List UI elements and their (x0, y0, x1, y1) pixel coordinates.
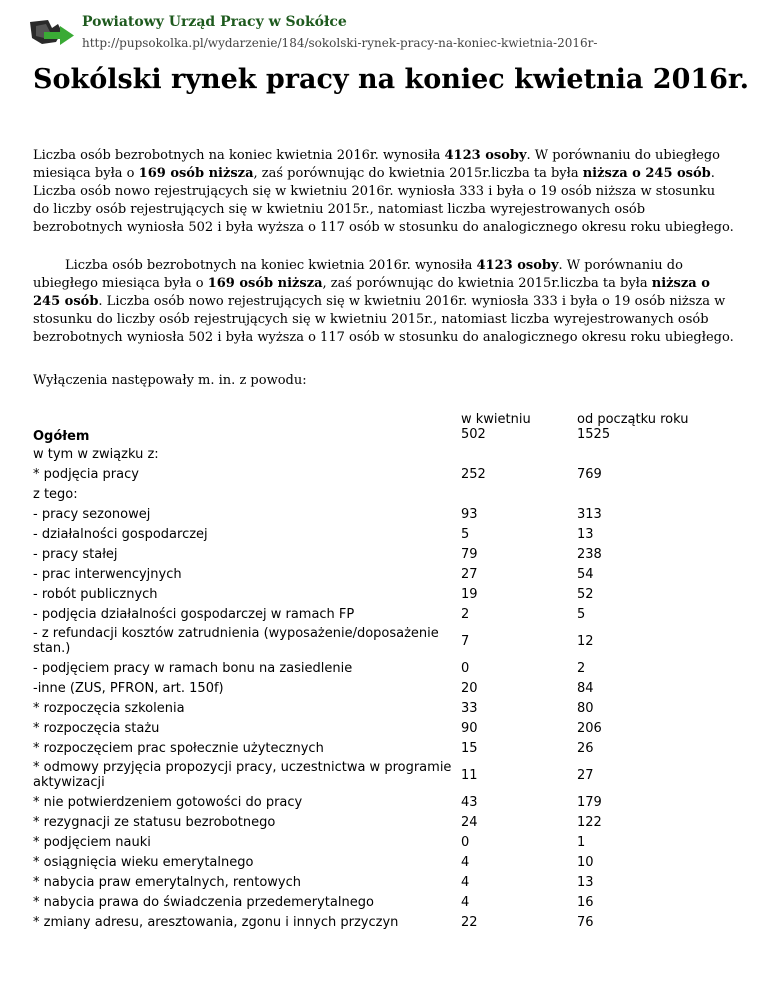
row-label: -inne (ZUS, PFRON, art. 150f) (33, 680, 224, 696)
row-label: - podjęcia działalności gospodarczej w ramach FP (33, 606, 355, 622)
row-value-ytd: 52 (577, 586, 594, 602)
table-row (33, 698, 737, 718)
row-value-april: 15 (461, 740, 478, 756)
table-row (33, 584, 737, 604)
row-value-april: 4 (461, 854, 470, 870)
table-row (33, 564, 737, 584)
page-url[interactable]: http://pupsokolka.pl/wydarzenie/184/sokolski-rynek-pracy-na-koniec-kwietnia-2016r- (82, 36, 598, 50)
row-value-april (461, 444, 577, 464)
row-label: * nabycia praw emerytalnych, rentowych (33, 874, 301, 890)
row-value-ytd: 10 (577, 854, 594, 870)
table-row (33, 792, 737, 812)
row-value-april: 0 (461, 660, 470, 676)
table-row (33, 464, 737, 484)
row-label: - robót publicznych (33, 586, 158, 602)
row-value-ytd: 13 (577, 526, 594, 542)
table-row (33, 718, 737, 738)
row-value-april: 11 (461, 767, 478, 783)
row-value-ytd: 206 (577, 720, 602, 736)
row-value-april: 24 (461, 814, 478, 830)
site-header (28, 14, 748, 54)
row-value-april: 19 (461, 586, 478, 602)
table-row (33, 912, 737, 932)
row-value-ytd: 16 (577, 894, 594, 910)
row-value-april: 22 (461, 914, 478, 930)
row-value-ytd: 122 (577, 814, 602, 830)
row-label: - z refundacji kosztów zatrudnienia (wyposażenie/doposażenie stan.) (33, 626, 439, 656)
row-value-april (461, 484, 577, 504)
row-value-april: 4 (461, 894, 470, 910)
row-value-april: 5 (461, 526, 470, 542)
row-value-april: 0 (461, 834, 470, 850)
row-label: - podjęciem pracy w ramach bonu na zasiedlenie (33, 660, 353, 676)
table-row (33, 872, 737, 892)
row-value-ytd: 54 (577, 566, 594, 582)
row-label: * nabycia prawa do świadczenia przedemerytalnego (33, 894, 374, 910)
table-row (33, 812, 737, 832)
row-value-april: 252 (461, 466, 486, 482)
row-value-april: 33 (461, 700, 478, 716)
table-row (33, 444, 737, 464)
row-value-april: 43 (461, 794, 478, 810)
row-value-april: 2 (461, 606, 470, 622)
row-label: * podjęciem nauki (33, 834, 151, 850)
deregistration-table (33, 404, 737, 932)
row-value-ytd: 1 (577, 834, 586, 850)
row-label: - pracy sezonowej (33, 506, 151, 522)
row-value-ytd: 80 (577, 700, 594, 716)
site-name[interactable]: Powiatowy Urząd Pracy w Sokółce (82, 14, 347, 30)
row-value-ytd: 179 (577, 794, 602, 810)
row-value-april: 4 (461, 874, 470, 890)
row-value-april: 79 (461, 546, 478, 562)
row-value-april: 20 (461, 680, 478, 696)
row-value-april: 7 (461, 633, 470, 649)
pup-logo-icon (28, 16, 76, 50)
reasons-heading: Wyłączenia następowały m. in. z powodu: (33, 373, 307, 388)
column-header-ytd: od początku roku 1525 (577, 412, 689, 442)
row-label: * rozpoczęciem prac społecznie użytecznych (33, 740, 324, 756)
row-label: * nie potwierdzeniem gotowości do pracy (33, 794, 303, 810)
table-row (33, 604, 737, 624)
row-value-ytd: 5 (577, 606, 586, 622)
table-row (33, 892, 737, 912)
table-row (33, 504, 737, 524)
table-row (33, 738, 737, 758)
row-value-ytd: 26 (577, 740, 594, 756)
row-value-ytd: 238 (577, 546, 602, 562)
row-value-ytd: 27 (577, 767, 594, 783)
row-label: - działalności gospodarczej (33, 526, 208, 542)
summary-paragraph-indented: Liczba osób bezrobotnych na koniec kwietnia 2016r. wynosiła 4123 osoby. W porównaniu do ubiegłego miesiąca była o 169 osób niższa, zaś porównując do kwietnia 2015r.liczba ta była niższa o 245 osób. Liczba osób nowo rejestrujących się w kwietniu 2016r. wyniosła 333 i była o 19 osób niższa w stosunku do liczby osób rejestrujących się w kwietniu 2015r., natomiast liczba wyrejestrowanych osób bezrobotnych wyniosła 502 i była wyższa o 117 osób w stosunku do analogicznego okresu roku ubiegłego. (33, 258, 734, 345)
row-value-ytd: 769 (577, 466, 602, 482)
row-label: z tego: (33, 486, 78, 502)
table-row (33, 484, 737, 504)
page-title: Sokólski rynek pracy na koniec kwietnia 2016r. (33, 64, 750, 95)
table-header-row (33, 404, 737, 444)
row-value-ytd: 13 (577, 874, 594, 890)
row-value-april: 90 (461, 720, 478, 736)
table-row (33, 678, 737, 698)
row-label: w tym w związku z: (33, 446, 159, 462)
table-row (33, 832, 737, 852)
row-label: * rozpoczęcia szkolenia (33, 700, 185, 716)
table-row (33, 758, 737, 792)
row-label: * zmiany adresu, aresztowania, zgonu i innych przyczyn (33, 914, 399, 930)
total-label: Ogółem (33, 429, 90, 444)
row-value-ytd: 313 (577, 506, 602, 522)
row-value-april: 27 (461, 566, 478, 582)
row-label: - prac interwencyjnych (33, 566, 182, 582)
table-row (33, 852, 737, 872)
row-value-ytd: 12 (577, 633, 594, 649)
row-label: * odmowy przyjęcia propozycji pracy, uczestnictwa w programie aktywizacji (33, 760, 452, 790)
row-value-ytd: 2 (577, 660, 586, 676)
table-row (33, 524, 737, 544)
row-label: * rezygnacji ze statusu bezrobotnego (33, 814, 276, 830)
row-label: * podjęcia pracy (33, 466, 139, 482)
row-value-april: 93 (461, 506, 478, 522)
table-row (33, 658, 737, 678)
row-value-ytd: 84 (577, 680, 594, 696)
row-value-ytd (577, 444, 737, 464)
table-row (33, 544, 737, 564)
row-label: - pracy stałej (33, 546, 118, 562)
summary-paragraph: Liczba osób bezrobotnych na koniec kwietnia 2016r. wynosiła 4123 osoby. W porównaniu do ubiegłego miesiąca była o 169 osób niższa, zaś porównując do kwietnia 2015r.liczba ta była niższa o 245 osób. Liczba osób nowo rejestrujących się w kwietniu 2016r. wyniosła 333 i była o 19 osób niższa w stosunku do liczby osób rejestrujących się w kwietniu 2015r., natomiast liczba wyrejestrowanych osób bezrobotnych wyniosła 502 i była wyższa o 117 osób w stosunku do analogicznego okresu roku ubiegłego. (33, 148, 734, 235)
row-value-ytd (577, 484, 737, 504)
row-value-ytd: 76 (577, 914, 594, 930)
column-header-april: w kwietniu 502 (461, 412, 531, 442)
row-label: * rozpoczęcia stażu (33, 720, 160, 736)
row-label: * osiągnięcia wieku emerytalnego (33, 854, 254, 870)
table-row (33, 624, 737, 658)
